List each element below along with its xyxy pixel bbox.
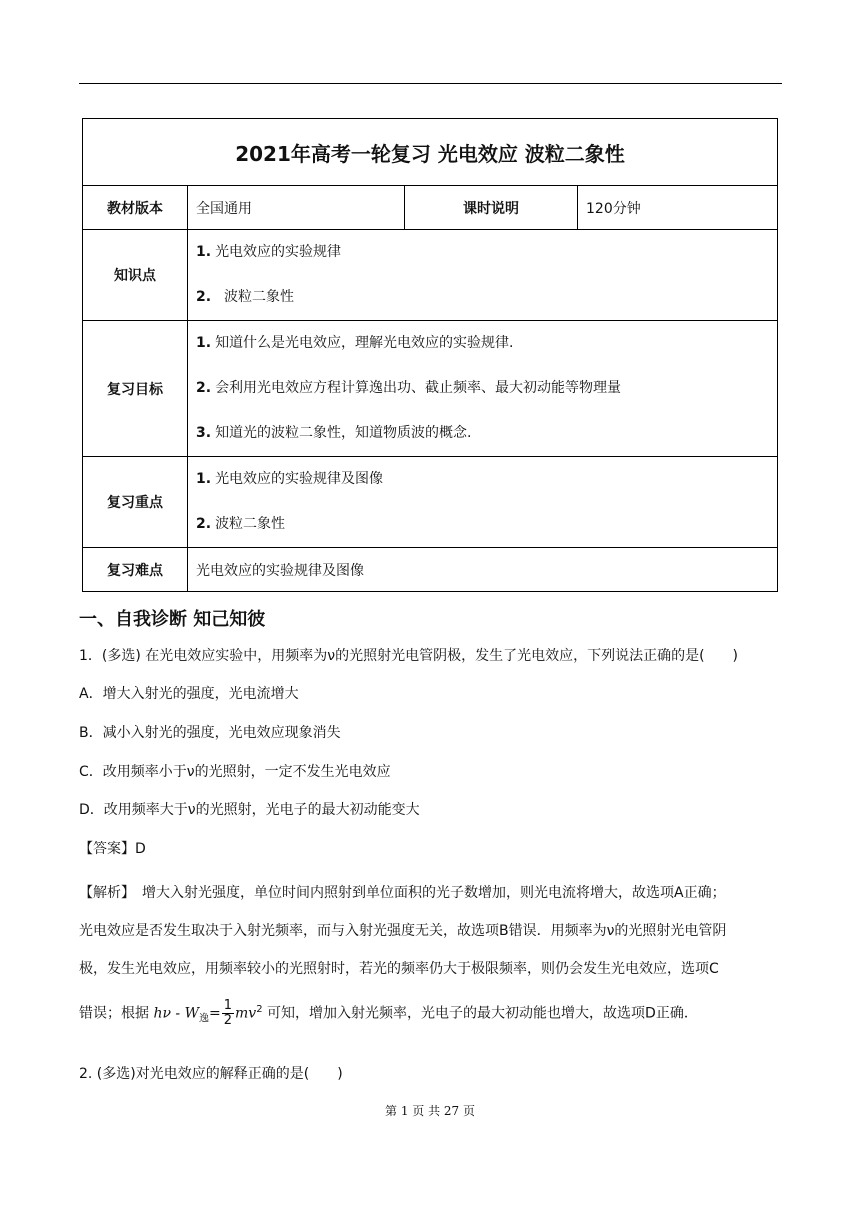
list-item: 1. 光电效应的实验规律 (196, 244, 342, 260)
focus-cell (188, 457, 778, 548)
document-title: 2021年高考一轮复习 光电效应 波粒二象性 (83, 119, 778, 186)
list-item: 3. 知道光的波粒二象性，知道物质波的概念. (196, 425, 472, 441)
option-c: C．改用频率小于ν的光照射，一定不发生光电效应 (79, 764, 391, 780)
edition-value: 全国通用 (188, 186, 405, 230)
list-item: 2. 波粒二象性 (196, 516, 286, 532)
list-item: 1. 知道什么是光电效应，理解光电效应的实验规律. (196, 335, 514, 351)
formula-sup: 2 (256, 1004, 263, 1015)
list-item: 2. 会利用光电效应方程计算逸出功、截止频率、最大初动能等物理量 (196, 380, 622, 396)
formula-eq: = (209, 1005, 221, 1022)
lesson-info-table (82, 118, 778, 592)
difficulty-value: 光电效应的实验规律及图像 (188, 548, 778, 592)
analysis-line: 光电效应是否发生取决于入射光频率，而与入射光强度无关，故选项B错误．用频率为ν的光照射光电管阴 (79, 923, 727, 939)
points-label: 知识点 (83, 230, 188, 321)
option-d: D．改用频率大于ν的光照射，光电子的最大初动能变大 (79, 802, 420, 818)
list-item: 1. 光电效应的实验规律及图像 (196, 471, 384, 487)
option-b: B．减小入射光的强度，光电效应现象消失 (79, 725, 341, 741)
hours-label: 课时说明 (405, 186, 578, 230)
edition-label: 教材版本 (83, 186, 188, 230)
formula-lhs: hν - W (153, 1005, 200, 1022)
list-item: 2. 波粒二象性 (196, 289, 294, 305)
question-1-stem: 1．(多选) 在光电效应实验中，用频率为ν的光照射光电管阴极，发生了光电效应，下列说法正确的是( ) (79, 648, 739, 664)
points-cell (188, 230, 778, 321)
page-footer: 第 1 页 共 27 页 (385, 1104, 475, 1118)
formula-fraction: $\frac{1}{2}$ (223, 998, 233, 1029)
analysis-line: 【解析】 增大入射光强度，单位时间内照射到单位面积的光子数增加，则光电流将增大，故选项A正确； (79, 885, 726, 901)
option-a: A．增大入射光的强度，光电流增大 (79, 686, 299, 702)
formula-sub: 逸 (199, 1013, 210, 1025)
formula-rhs: mv (235, 1005, 257, 1022)
analysis (79, 874, 783, 1041)
question-2-stem: 2. (多选)对光电效应的解释正确的是( ) (79, 1066, 343, 1082)
analysis-line: 极，发生光电效应，用频率较小的光照射时，若光的频率仍大于极限频率，则仍会发生光电效应，选项C (79, 961, 719, 977)
section-heading: 一、自我诊断 知己知彼 (79, 609, 266, 630)
hours-value: 120分钟 (578, 186, 778, 230)
goals-label: 复习目标 (83, 321, 188, 457)
analysis-line-formula: 错误；根据 $h\nu - W_逸=$ $\frac{1}{2}$ $mv^2$ 可知，增加入射光频率，光电子的最大初动能也增大，故选项D正确． (79, 998, 698, 1029)
answer: 【答案】D (79, 841, 146, 857)
focus-label: 复习重点 (83, 457, 188, 548)
difficulty-label: 复习难点 (83, 548, 188, 592)
header-rule (79, 83, 782, 84)
goals-cell (188, 321, 778, 457)
